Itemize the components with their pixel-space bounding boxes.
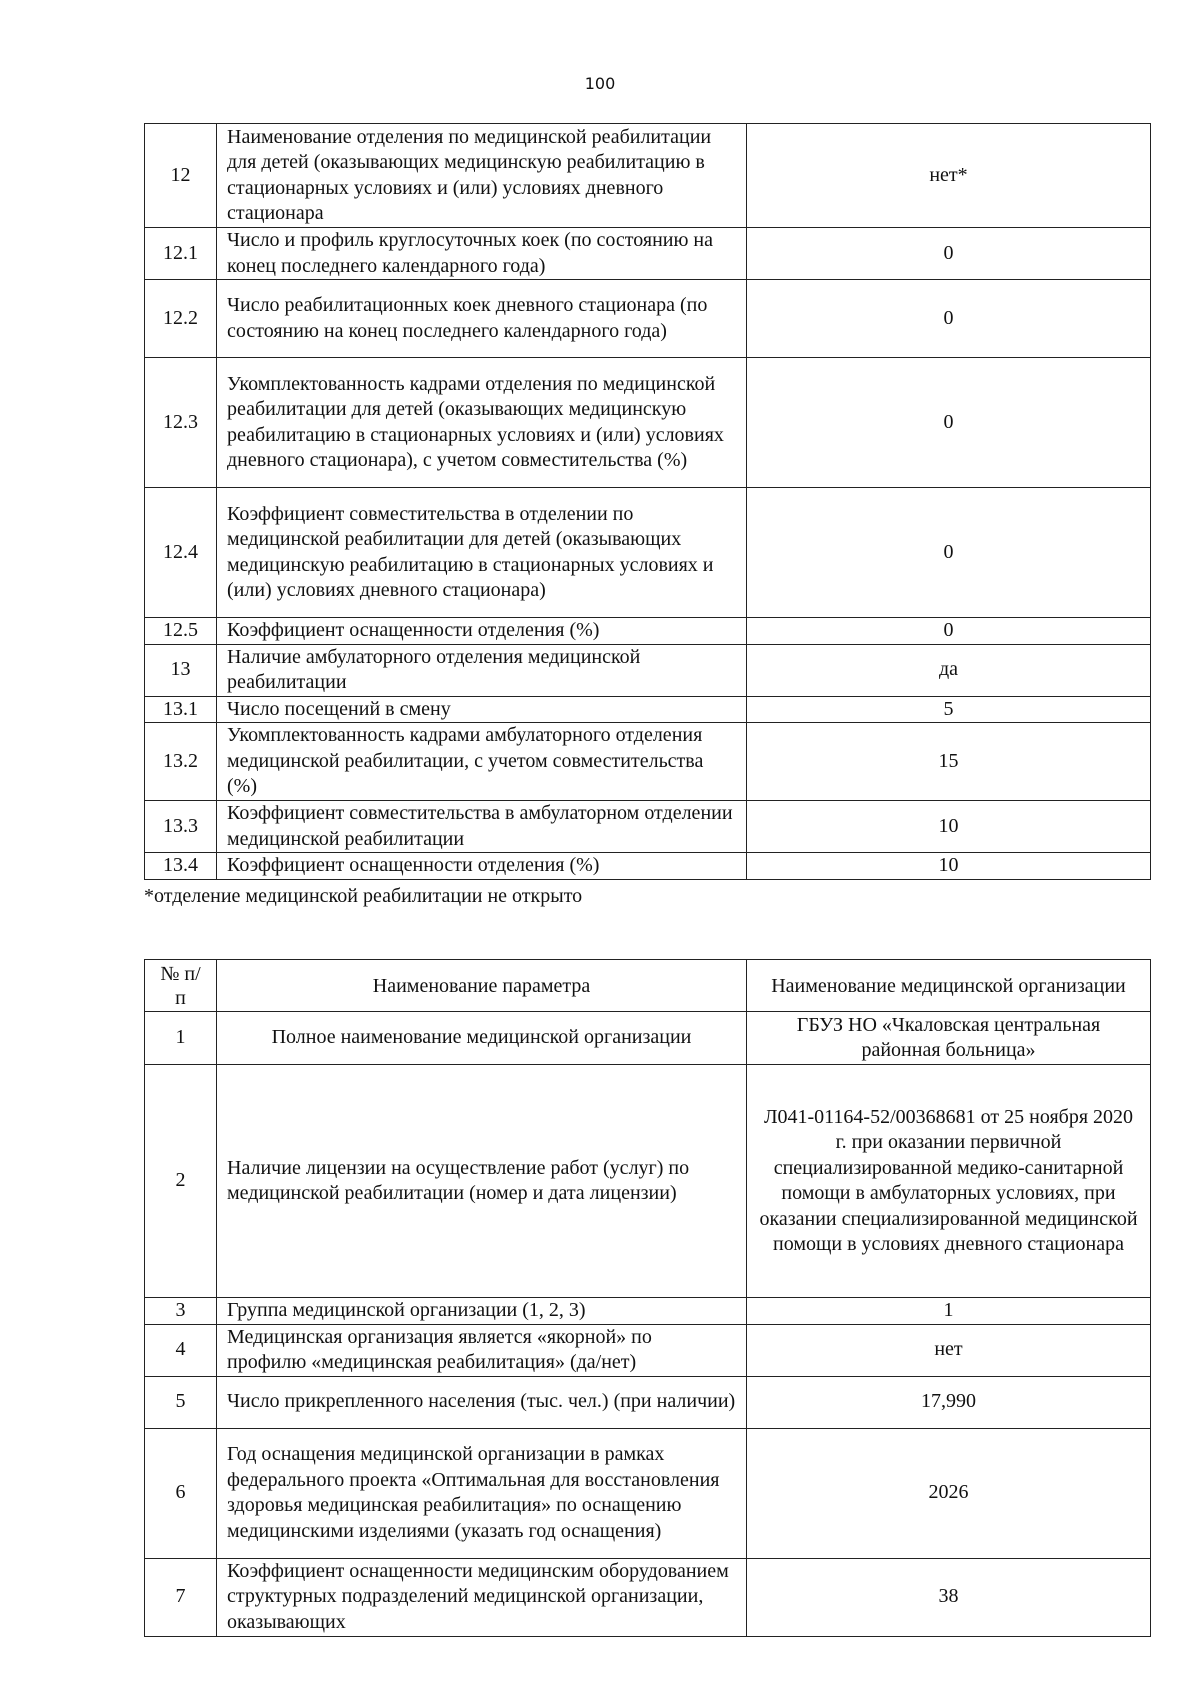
table-row <box>145 280 1151 358</box>
row-number: 12.5 <box>145 618 217 645</box>
parameter-value: 0 <box>747 488 1151 618</box>
parameter-value: 2026 <box>747 1428 1151 1558</box>
parameter-value: 10 <box>747 801 1151 853</box>
header-organization: Наименование медицинской организации <box>747 960 1151 1012</box>
parameter-value: нет <box>747 1324 1151 1376</box>
parameter-name: Медицинская организация является «якорной» по профилю «медицинская реабилитация» (да/нет) <box>217 1324 747 1376</box>
parameter-name: Число реабилитационных коек дневного стационара (по состоянию на конец последнего календарного года) <box>217 280 747 358</box>
parameter-value: ГБУЗ НО «Чкаловская центральная районная больница» <box>747 1012 1151 1065</box>
row-number: 6 <box>145 1428 217 1558</box>
table-row <box>145 1298 1151 1325</box>
row-number: 12.4 <box>145 488 217 618</box>
row-number: 13.3 <box>145 801 217 853</box>
row-number: 13 <box>145 644 217 696</box>
parameter-value: 1 <box>747 1298 1151 1325</box>
parameter-name: Год оснащения медицинской организации в рамках федерального проекта «Оптимальная для восстановления здоровья медицинская реабилитация» по оснащению медицинскими изделиями (указать год оснащения) <box>217 1428 747 1558</box>
parameter-value: 17,990 <box>747 1376 1151 1428</box>
table-row <box>145 1376 1151 1428</box>
parameter-name: Группа медицинской организации (1, 2, 3) <box>217 1298 747 1325</box>
header-parameter: Наименование параметра <box>217 960 747 1012</box>
organization-parameters-table <box>144 959 1151 1637</box>
parameter-value: 38 <box>747 1558 1151 1636</box>
header-number: № п/п <box>145 960 217 1012</box>
table-row <box>145 1428 1151 1558</box>
row-number: 4 <box>145 1324 217 1376</box>
parameter-value: да <box>747 644 1151 696</box>
parameter-name: Наличие амбулаторного отделения медицинской реабилитации <box>217 644 747 696</box>
parameter-name: Коэффициент оснащенности отделения (%) <box>217 618 747 645</box>
table-row <box>145 228 1151 280</box>
row-number: 1 <box>145 1012 217 1065</box>
parameter-value: 0 <box>747 280 1151 358</box>
table-row <box>145 618 1151 645</box>
row-number: 12 <box>145 124 217 228</box>
row-number: 12.1 <box>145 228 217 280</box>
row-number: 3 <box>145 1298 217 1325</box>
parameter-name: Число прикрепленного населения (тыс. чел.) (при наличии) <box>217 1376 747 1428</box>
row-number: 5 <box>145 1376 217 1428</box>
parameter-name: Число и профиль круглосуточных коек (по состоянию на конец последнего календарного года) <box>217 228 747 280</box>
footnote: *отделение медицинской реабилитации не открыто <box>144 885 583 907</box>
parameter-name: Число посещений в смену <box>217 696 747 723</box>
parameter-name: Коэффициент оснащенности медицинским оборудованием структурных подразделений медицинской организации, оказывающих <box>217 1558 747 1636</box>
table-row <box>145 1324 1151 1376</box>
table-row <box>145 801 1151 853</box>
row-number: 2 <box>145 1065 217 1298</box>
parameter-name: Укомплектованность кадрами амбулаторного отделения медицинской реабилитации, с учетом совместительства (%) <box>217 723 747 801</box>
parameter-name: Наименование отделения по медицинской реабилитации для детей (оказывающих медицинскую реабилитацию в стационарных условиях и (или) условиях дневного стационара <box>217 124 747 228</box>
row-number: 12.2 <box>145 280 217 358</box>
table-row <box>145 853 1151 880</box>
rehab-parameters-table <box>144 123 1151 880</box>
parameter-value: 0 <box>747 618 1151 645</box>
table-row <box>145 1558 1151 1636</box>
parameter-name: Коэффициент оснащенности отделения (%) <box>217 853 747 880</box>
parameter-name: Укомплектованность кадрами отделения по медицинской реабилитации для детей (оказывающих медицинскую реабилитацию в стационарных условиях и (или) условиях дневного стационара), с учетом совместительства (%) <box>217 358 747 488</box>
table-row <box>145 723 1151 801</box>
table-row <box>145 1065 1151 1298</box>
parameter-value: Л041-01164-52/00368681 от 25 ноября 2020 г. при оказании первичной специализированной медико-санитарной помощи в амбулаторных условиях, при оказании специализированной медицинской помощи в условиях дневного стационара <box>747 1065 1151 1298</box>
page-number: 100 <box>584 74 616 93</box>
parameter-value: 0 <box>747 228 1151 280</box>
parameter-name: Коэффициент совместительства в отделении по медицинской реабилитации для детей (оказывающих медицинскую реабилитацию в стационарных условиях и (или) условиях дневного стационара) <box>217 488 747 618</box>
row-number: 13.4 <box>145 853 217 880</box>
table-row <box>145 358 1151 488</box>
parameter-name: Наличие лицензии на осуществление работ (услуг) по медицинской реабилитации (номер и дата лицензии) <box>217 1065 747 1298</box>
table-header-row <box>145 960 1151 1012</box>
parameter-name: Коэффициент совместительства в амбулаторном отделении медицинской реабилитации <box>217 801 747 853</box>
table-row <box>145 1012 1151 1065</box>
row-number: 12.3 <box>145 358 217 488</box>
table-row <box>145 644 1151 696</box>
parameter-value: 5 <box>747 696 1151 723</box>
parameter-value: 0 <box>747 358 1151 488</box>
parameter-value: 15 <box>747 723 1151 801</box>
parameter-name: Полное наименование медицинской организации <box>217 1012 747 1065</box>
row-number: 13.1 <box>145 696 217 723</box>
parameter-value: нет* <box>747 124 1151 228</box>
row-number: 7 <box>145 1558 217 1636</box>
table-row <box>145 488 1151 618</box>
table-row <box>145 696 1151 723</box>
row-number: 13.2 <box>145 723 217 801</box>
parameter-value: 10 <box>747 853 1151 880</box>
table-row <box>145 124 1151 228</box>
